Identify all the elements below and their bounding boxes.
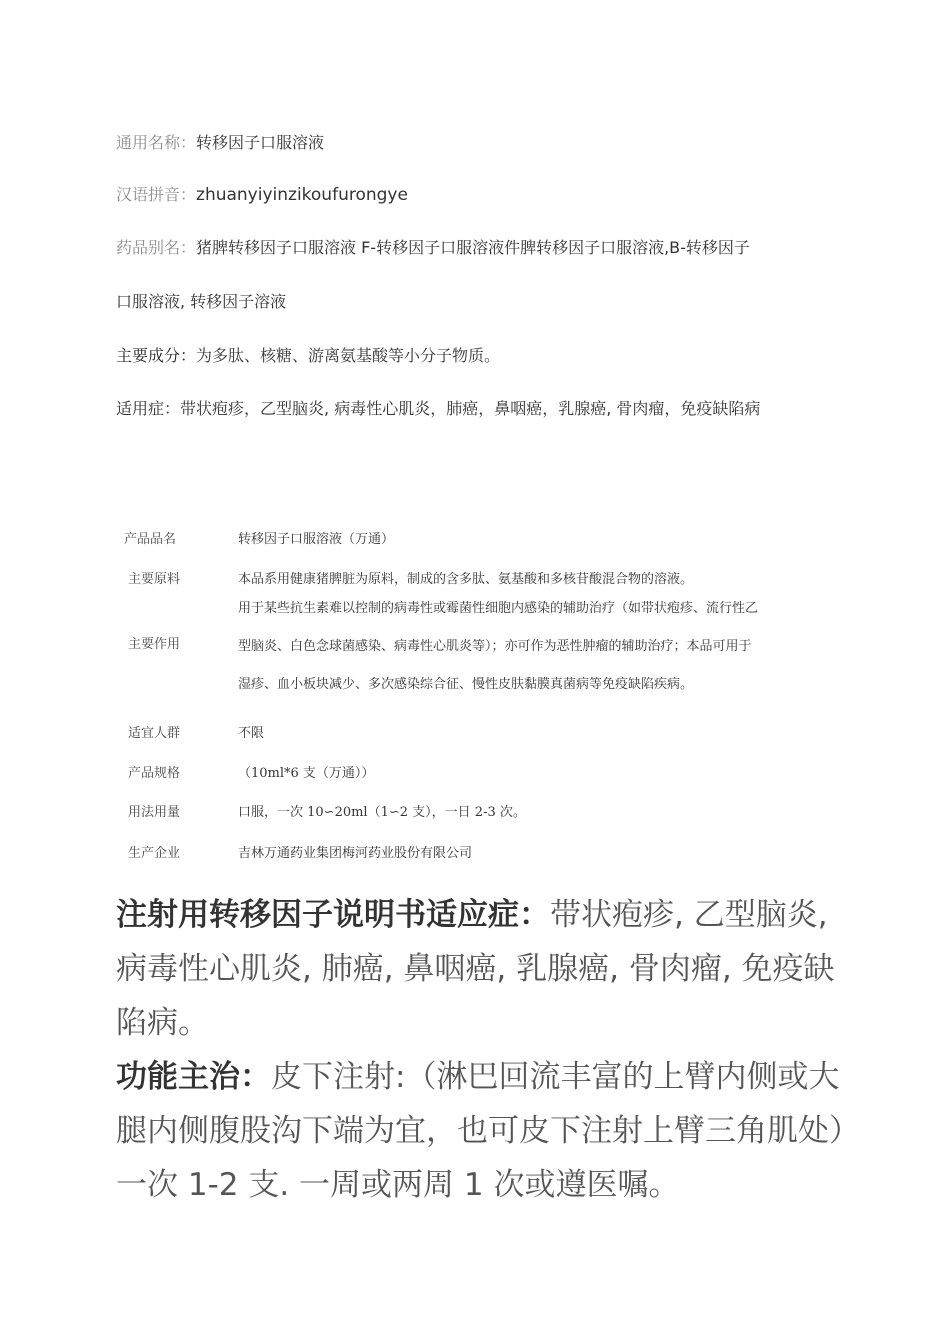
function-heading: 功能主治：: [116, 1059, 271, 1095]
spec-key: 产品品名: [124, 532, 177, 547]
spec-key: 用法用量: [128, 805, 181, 820]
ingredients-label: 主要成分：: [116, 346, 197, 365]
generic-name-line: [116, 130, 324, 153]
spec-key: 适宜人群: [128, 726, 181, 741]
spec-value-line: 湿疹、血小板块减少、多次感染综合征、慢性皮肤黏膜真菌病等免疫缺陷疾病。: [238, 677, 694, 692]
alias-continuation: [116, 289, 286, 312]
spec-value: （10ml*6 支（万通））: [238, 766, 375, 781]
pinyin-value: zhuanyiyinzikoufurongye: [196, 185, 408, 205]
spec-key: 生产企业: [128, 846, 181, 861]
alias-line: [116, 235, 750, 258]
spec-value: 不限: [238, 726, 265, 741]
generic-name-value: 转移因子口服溶液: [196, 133, 325, 152]
spec-value: 吉林万通药业集团梅河药业股份有限公司: [238, 846, 473, 861]
spec-key: 产品规格: [128, 766, 181, 781]
spec-value-multi: [238, 590, 838, 704]
indications-label: 适用症：: [116, 399, 181, 418]
injection-heading: 注射用转移因子说明书适应症：: [116, 897, 550, 933]
generic-name-label: 通用名称：: [116, 133, 197, 152]
spec-key: 主要原料: [128, 572, 181, 587]
indications-line: [116, 396, 760, 419]
indications-value: 带状疱疹，乙型脑炎, 病毒性心肌炎，肺癌，鼻咽癌，乳腺癌, 骨肉瘤，免疫缺陷病: [180, 399, 761, 418]
alias-value-line2: 口服溶液, 转移因子溶液: [116, 292, 287, 311]
injection-text: 带状疱疹, 乙型脑炎, 病毒性心肌炎, 肺癌, 鼻咽癌, 乳腺癌, 骨肉瘤, 免疫缺陷病。: [116, 897, 835, 1041]
spec-value: 口服，一次 10∽20ml（1∽2 支），一日 2-3 次。: [238, 805, 526, 820]
function-text: 皮下注射:（淋巴回流丰富的上臂内侧或大腿内侧腹股沟下端为宜，也可皮下注射上臂三角肌处）一次 1-2 支. 一周或两周 1 次或遵医嘱。: [116, 1059, 845, 1203]
ingredients-value: 为多肽、核糖、游离氨基酸等小分子物质。: [196, 346, 501, 365]
spec-key: 主要作用: [128, 637, 181, 652]
spec-value-line: 型脑炎、白色念球菌感染、病毒性心肌炎等）；亦可作为恶性肿瘤的辅助治疗；本品可用于: [238, 639, 752, 654]
spec-value-line: 用于某些抗生素难以控制的病毒性或霉菌性细胞内感染的辅助治疗（如带状疱疹、流行性乙: [238, 601, 759, 616]
alias-label: 药品别名：: [116, 238, 197, 257]
alias-value-line1: 猪脾转移因子口服溶液 F-转移因子口服溶液件脾转移因子口服溶液,B-转移因子: [196, 238, 750, 257]
injection-indications: [116, 888, 846, 1050]
pinyin-label: 汉语拼音：: [116, 185, 197, 204]
pinyin-line: [116, 182, 408, 205]
ingredients-line: [116, 343, 500, 366]
function-section: [116, 1050, 846, 1212]
spec-value: 转移因子口服溶液（万通）: [238, 532, 395, 547]
spec-value: 本品系用健康猪脾脏为原料，制成的含多肽、氨基酸和多核苷酸混合物的溶液。: [238, 572, 694, 587]
